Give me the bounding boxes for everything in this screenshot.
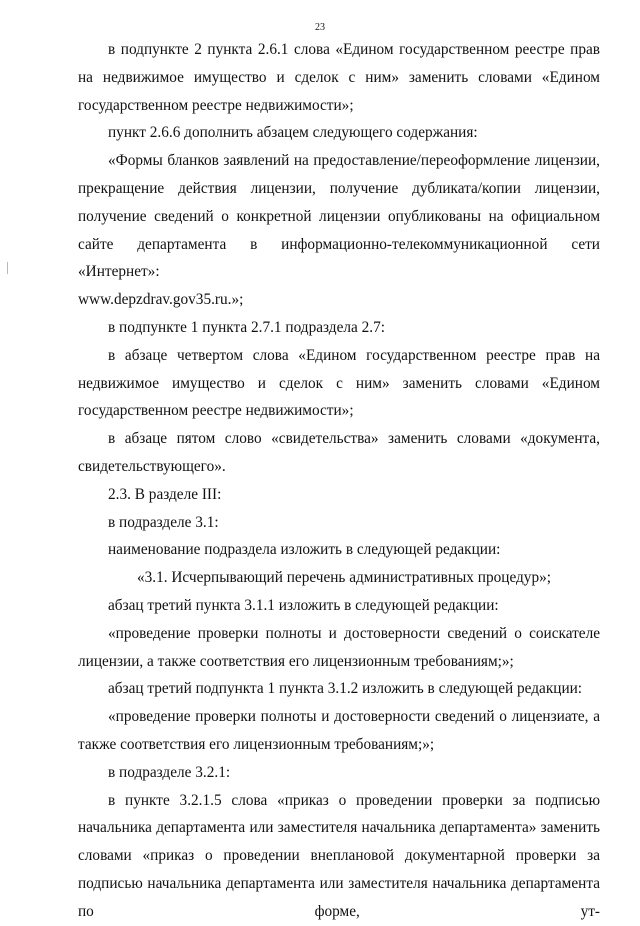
paragraph: «Формы бланков заявлений на предоставление/переоформление лицензии, прекращение действия лицензии, получение дубликата/копии лицензии, получение сведений о конкретной лицензии опубликованы на официальном сайте департамента в информационно-телекоммуникационной сети «Интернет»: — [78, 152, 600, 281]
subsection-title-quote: «3.1. Исчерпывающий перечень административных процедур»; — [136, 569, 552, 587]
document-body — [78, 36, 600, 926]
paragraph: в подпункте 2 пункта 2.6.1 слова «Едином государственном реестре прав на недвижимое имущество и сделок с ним» заменить словами «Едином государственном реестре недвижимости»; — [78, 41, 600, 114]
paragraph: в подразделе 3.1: — [108, 513, 219, 531]
paragraph: абзац третий подпункта 1 пункта 3.1.2 изложить в следующей редакции: — [108, 680, 583, 698]
paragraph: «проведение проверки полноты и достоверности сведений о соискателе лицензии, а также соответствия его лицензионным требованиям;»; — [78, 624, 600, 670]
paragraph: в абзаце пятом слово «свидетельства» заменить словами «документа, свидетельствующего». — [78, 430, 600, 475]
paragraph: в пункте 3.2.1.5 слова «приказ о проведении проверки за подписью начальника департамента или заместителя начальника департамента» заменить словами «приказ о проведении внеплановой документарной проверки за подписью начальника департамента или заместителя начальника департамента по форме, ут- — [78, 791, 600, 920]
paragraph: в абзаце четвертом слова «Едином государственном реестре прав на недвижимое имущество и сделок с ним» заменить словами «Едином государственном реестре недвижимости»; — [78, 346, 600, 420]
paragraph-url: www.depzdrav.gov35.ru.»; — [78, 291, 244, 309]
paragraph: в подпункте 1 пункта 2.7.1 подраздела 2.7: — [108, 318, 385, 336]
page-number: 23 — [315, 22, 325, 33]
paragraph: наименование подраздела изложить в следующей редакции: — [108, 541, 501, 559]
paragraph: «проведение проверки полноты и достоверности сведений о лицензиате, а также соответствия его лицензионным требованиям;»; — [78, 708, 600, 753]
margin-mark — [7, 262, 8, 274]
paragraph: абзац третий пункта 3.1.1 изложить в следующей редакции: — [108, 596, 499, 614]
paragraph: в подразделе 3.2.1: — [108, 763, 231, 781]
paragraph: пункт 2.6.6 дополнить абзацем следующего содержания: — [108, 124, 478, 142]
section-heading: 2.3. В разделе III: — [108, 485, 222, 503]
